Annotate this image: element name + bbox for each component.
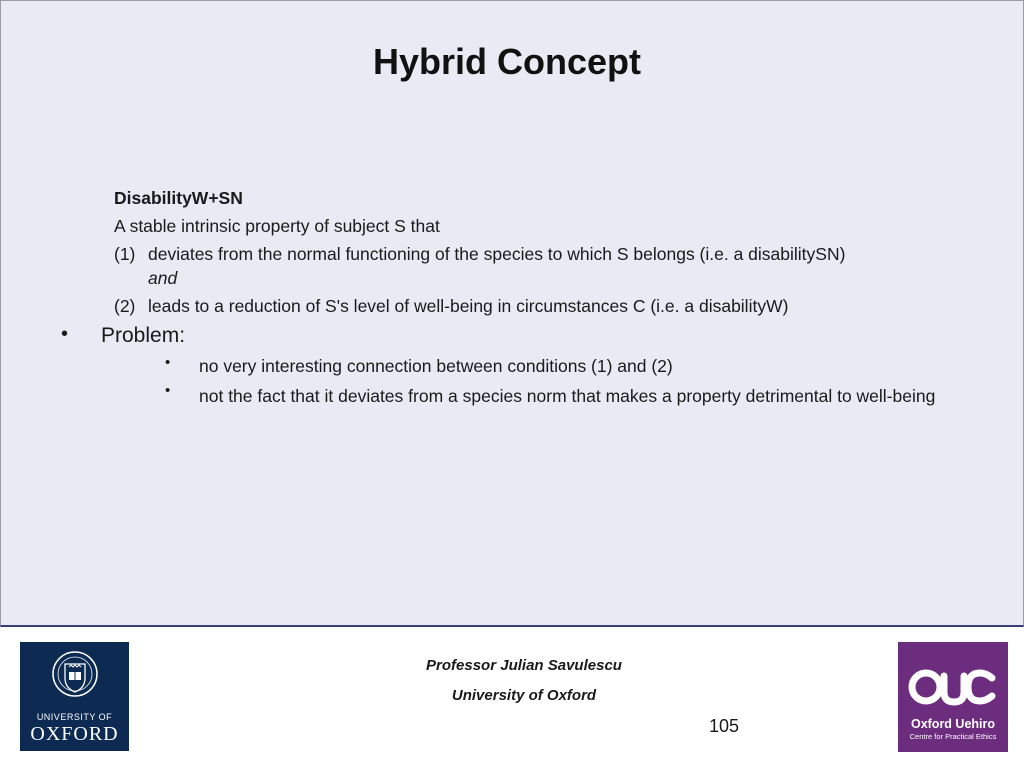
presenter-name: Professor Julian Savulescu [426,657,622,674]
uehiro-logo-name: Oxford Uehiro [910,717,996,731]
problem-label: Problem: [101,324,186,347]
definition-heading: DisabilityW+SN [114,188,243,208]
problem-point-1-bullet: • [165,354,171,371]
institution-name: University of Oxford [451,687,597,704]
condition-1-text: deviates from the normal functioning of the species to which S belongs (i.e. a disabilitySN) [148,244,846,264]
page-number: 105 [709,716,740,736]
uehiro-logo [898,642,1008,752]
condition-2-text: leads to a reduction of S's level of well-being in circumstances C (i.e. a disabilityW) [148,296,789,316]
condition-2-number: (2) [114,296,136,316]
problem-point-2-bullet: • [165,382,171,399]
problem-point-1: no very interesting connection between conditions (1) and (2) [199,356,673,376]
uehiro-oc-icon [906,662,1000,712]
oxford-logo [20,642,129,751]
slide-title: Hybrid Concept [372,41,641,82]
definition-intro: A stable intrinsic property of subject S that [114,216,440,236]
problem-point-2: not the fact that it deviates from a species norm that makes a property detrimental to well-being [199,386,936,406]
condition-connector: and [148,268,178,288]
oxford-logo-big-text: OXFORD [30,723,119,745]
oxford-crest-icon [52,648,98,704]
uehiro-logo-subtitle: Centre for Practical Ethics [909,732,997,741]
oxford-logo-small-text: UNIVERSITY OF [36,712,113,722]
problem-bullet: • [61,323,69,345]
condition-1-number: (1) [114,244,136,264]
